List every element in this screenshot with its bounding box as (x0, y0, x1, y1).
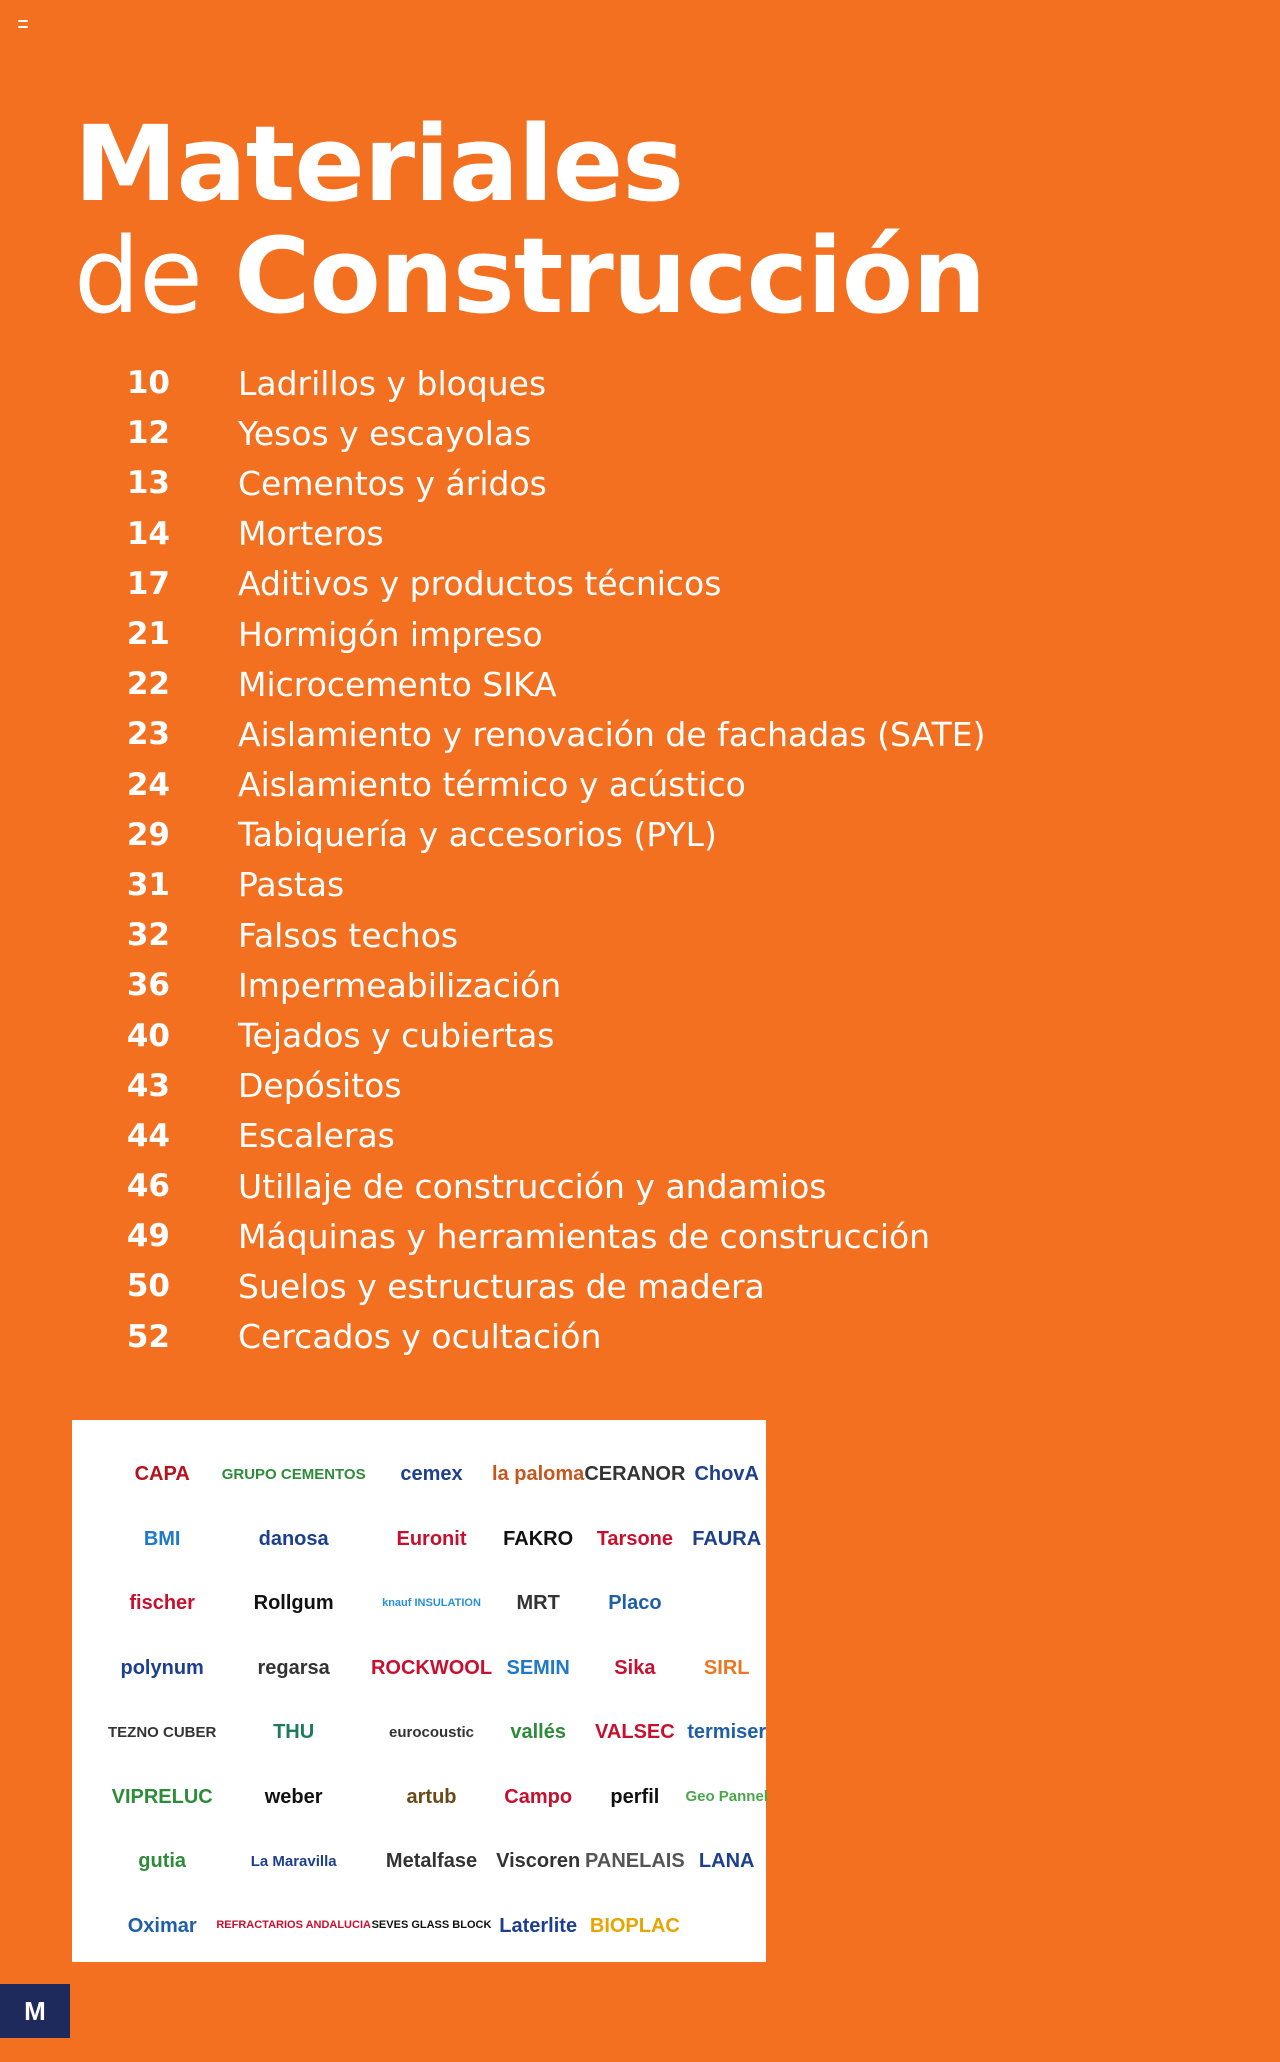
toc-section-label: Aditivos y productos técnicos (238, 564, 722, 604)
toc-page-number: 31 (126, 866, 170, 903)
toc-page-number: 46 (126, 1168, 170, 1205)
brand-logo: Placo (608, 1592, 662, 1615)
toc-page-number: 21 (126, 616, 170, 653)
toc-row[interactable] (100, 1010, 1000, 1060)
brand-logo: BIOPLAC (589, 1914, 680, 1937)
toc-page-number: 24 (126, 766, 170, 803)
toc-section-label: Aislamiento térmico y acústico (238, 765, 746, 805)
toc-page-number: 52 (126, 1318, 170, 1355)
brand-logo: SEVES GLASS BLOCK (371, 1919, 492, 1932)
brand-badge-letter: M (24, 1995, 46, 2026)
toc-row[interactable] (100, 509, 1000, 559)
toc-row[interactable] (100, 1312, 1000, 1362)
toc-section-label: Escaleras (238, 1116, 395, 1156)
table-of-contents (100, 358, 1000, 1362)
brand-logo: eurocoustic (388, 1723, 475, 1741)
brand-logo: ROCKWOOL (370, 1656, 493, 1679)
toc-row[interactable] (100, 1161, 1000, 1211)
brand-logo: Sika (614, 1656, 656, 1679)
brand-logo: vallés (510, 1721, 566, 1744)
brand-logo: fischer (129, 1592, 195, 1615)
toc-section-label: Cercados y ocultación (238, 1317, 602, 1357)
toc-section-label: Microcemento SIKA (238, 664, 557, 704)
brand-logo: termiser (687, 1721, 767, 1744)
toc-section-label: Aislamiento y renovación de fachadas (SATE) (238, 714, 986, 754)
brand-logo: Oximar (127, 1914, 197, 1937)
toc-row[interactable] (100, 709, 1000, 759)
toc-row[interactable] (100, 408, 1000, 458)
brand-logo: THU (273, 1721, 315, 1744)
toc-row[interactable] (100, 559, 1000, 609)
brand-logo: polynum (120, 1656, 204, 1679)
toc-page-number: 10 (126, 365, 170, 402)
brand-logo: regarsa (257, 1656, 330, 1679)
brand-logo: Campo (504, 1785, 573, 1808)
toc-row[interactable] (100, 810, 1000, 860)
toc-page-number: 14 (126, 515, 170, 552)
toc-row[interactable] (100, 760, 1000, 810)
brand-logos-panel (72, 1420, 766, 1962)
toc-section-label: Suelos y estructuras de madera (238, 1266, 765, 1306)
brand-logo: gutia (138, 1850, 187, 1873)
title-line-2 (74, 215, 986, 337)
brand-logo: GRUPO CEMENTOS (221, 1465, 366, 1483)
toc-page-number: 43 (126, 1067, 170, 1104)
brand-logo: PANELAIS (585, 1850, 685, 1873)
toc-page-number: 22 (126, 666, 170, 703)
brand-logo: FAURA (692, 1527, 762, 1550)
brand-logo: Laterlite (499, 1914, 578, 1937)
brand-logo: MRT (516, 1592, 560, 1615)
menu-icon[interactable] (18, 20, 28, 28)
page-title (74, 103, 986, 337)
toc-section-label: Utillaje de construcción y andamios (238, 1166, 827, 1206)
toc-row[interactable] (100, 1061, 1000, 1111)
brand-logo: LANA (698, 1850, 755, 1873)
brand-logo: Euronit (396, 1527, 467, 1550)
brand-logo: perfil (610, 1785, 660, 1808)
toc-page-number: 23 (126, 716, 170, 753)
toc-section-label: Ladrillos y bloques (238, 363, 547, 403)
toc-row[interactable] (100, 910, 1000, 960)
brand-logo: FAKRO (503, 1527, 574, 1550)
brand-logo: REFRACTARIOS ANDALUCIA (216, 1919, 371, 1932)
brand-logo: Viscoren (496, 1850, 581, 1873)
toc-row[interactable] (100, 1261, 1000, 1311)
toc-page-number: 50 (126, 1268, 170, 1305)
toc-section-label: Tabiquería y accesorios (PYL) (238, 815, 717, 855)
toc-row[interactable] (100, 1111, 1000, 1161)
toc-section-label: Hormigón impreso (238, 614, 543, 654)
toc-page-number: 12 (126, 415, 170, 452)
toc-page-number: 36 (126, 967, 170, 1004)
brand-logo: Tarsone (596, 1527, 674, 1550)
brand-logo: La Maravilla (250, 1852, 337, 1870)
toc-page-number: 13 (126, 465, 170, 502)
brand-logo: Metalfase (385, 1850, 478, 1873)
brand-logo: CERANOR (584, 1463, 686, 1486)
title-line-2-bold: Construcción (234, 215, 986, 337)
brand-logo: ChovA (694, 1463, 759, 1486)
brand-logo: SIRL (703, 1656, 750, 1679)
toc-page-number: 40 (126, 1017, 170, 1054)
toc-row[interactable] (100, 458, 1000, 508)
toc-section-label: Impermeabilización (238, 965, 562, 1005)
toc-row[interactable] (100, 609, 1000, 659)
brand-logo: BMI (143, 1527, 181, 1550)
toc-section-label: Morteros (238, 514, 384, 554)
brand-logo: VALSEC (595, 1721, 675, 1744)
brand-logo: cemex (400, 1463, 463, 1486)
toc-section-label: Falsos techos (238, 915, 459, 955)
brand-logos-grid (108, 1442, 768, 1944)
brand-logo: CAPA (134, 1463, 190, 1486)
brand-logo: la paloma (492, 1463, 585, 1486)
toc-row[interactable] (100, 860, 1000, 910)
brand-logo: Rollgum (253, 1592, 334, 1615)
brand-logo: knauf INSULATION (382, 1596, 481, 1609)
toc-section-label: Cementos y áridos (238, 463, 547, 503)
brand-logo: VIPRELUC (111, 1785, 213, 1808)
toc-row[interactable] (100, 659, 1000, 709)
brand-logo: SEMIN (506, 1656, 570, 1679)
toc-section-label: Tejados y cubiertas (238, 1016, 555, 1056)
toc-section-label: Depósitos (238, 1066, 402, 1106)
toc-section-label: Yesos y escayolas (238, 413, 532, 453)
toc-page-number: 44 (126, 1117, 170, 1154)
title-line-1: Materiales (74, 103, 684, 225)
brand-logo: weber (264, 1785, 323, 1808)
toc-section-label: Máquinas y herramientas de construcción (238, 1216, 931, 1256)
toc-page-number: 17 (126, 565, 170, 602)
title-line-2-light: de (74, 215, 202, 337)
toc-section-label: Pastas (238, 865, 345, 905)
brand-badge (0, 1984, 70, 2038)
brand-logo: danosa (258, 1527, 329, 1550)
toc-row[interactable] (100, 358, 1000, 408)
toc-page-number: 29 (126, 816, 170, 853)
brand-logo: artub (406, 1785, 457, 1808)
toc-row[interactable] (100, 1211, 1000, 1261)
toc-page-number: 49 (126, 1218, 170, 1255)
brand-logo: TEZNO CUBER (108, 1723, 217, 1741)
brand-logo: Geo Pannel (685, 1788, 768, 1806)
toc-row[interactable] (100, 960, 1000, 1010)
toc-page-number: 32 (126, 917, 170, 954)
